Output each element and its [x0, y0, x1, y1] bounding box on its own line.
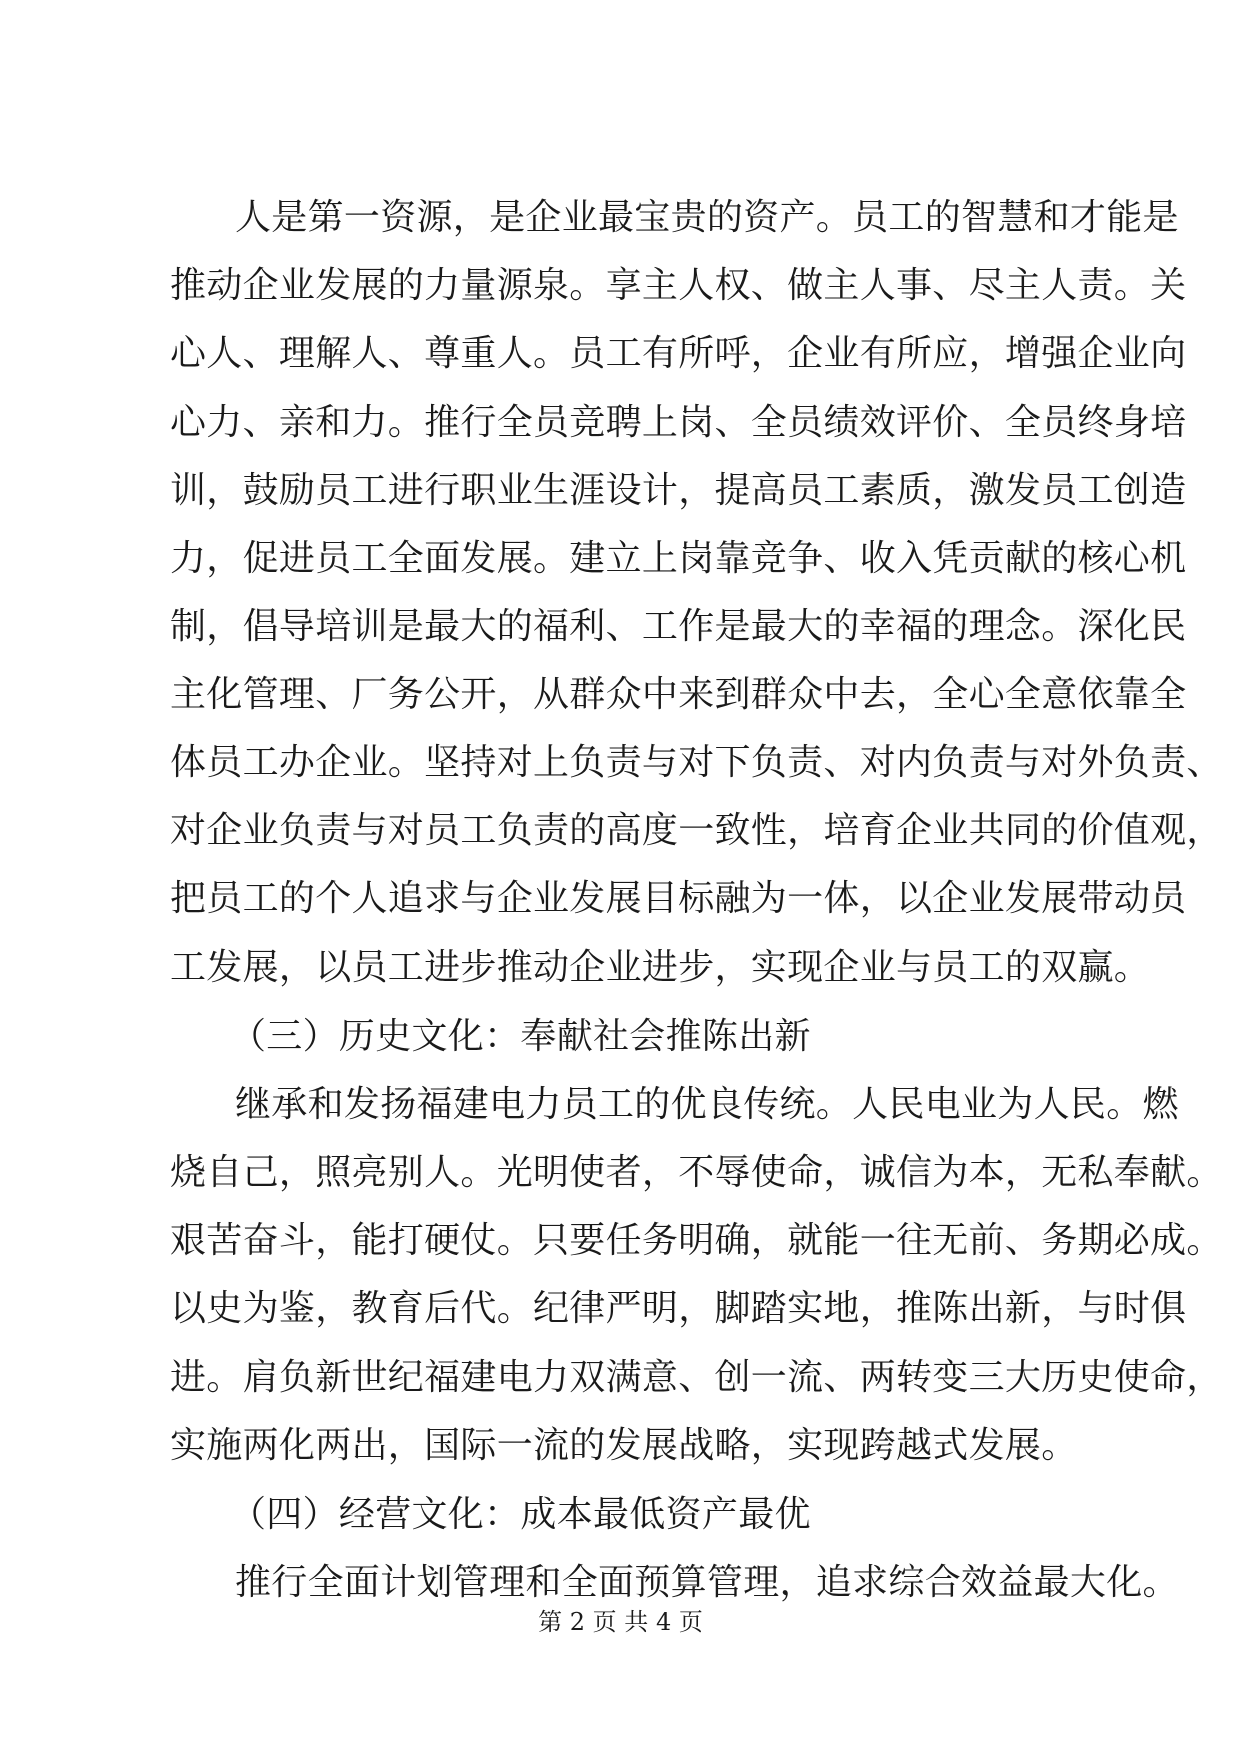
body-line: 艰苦奋斗，能打硬仗。只要任务明确，就能一往无前、务期必成。 — [170, 1220, 1223, 1261]
body-line: 制，倡导培训是最大的福利、工作是最大的幸福的理念。深化民 — [170, 606, 1187, 647]
section-heading: （四）经营文化：成本最低资产最优 — [230, 1494, 811, 1535]
body-line: 进。肩负新世纪福建电力双满意、创一流、两转变三大历史使命， — [170, 1357, 1223, 1398]
page-number-footer: 第 2 页 共 4 页 — [538, 1608, 703, 1636]
body-line: 力，促进员工全面发展。建立上岗靠竞争、收入凭贡献的核心机 — [170, 538, 1187, 579]
body-line: 工发展，以员工进步推动企业进步，实现企业与员工的双赢。 — [170, 947, 1151, 988]
body-line: 以史为鉴，教育后代。纪律严明，脚踏实地，推陈出新，与时俱 — [170, 1288, 1187, 1329]
body-line: 体员工办企业。坚持对上负责与对下负责、对内负责与对外负责、 — [170, 742, 1223, 783]
body-line: 人是第一资源，是企业最宝贵的资产。员工的智慧和才能是 — [235, 197, 1179, 238]
section-heading: （三）历史文化：奉献社会推陈出新 — [230, 1016, 811, 1057]
body-line: 对企业负责与对员工负责的高度一致性，培育企业共同的价值观， — [170, 810, 1223, 851]
body-line: 训，鼓励员工进行职业生涯设计，提高员工素质，激发员工创造 — [170, 470, 1187, 511]
body-line: 烧自己，照亮别人。光明使者，不辱使命，诚信为本，无私奉献。 — [170, 1152, 1223, 1193]
body-line: 主化管理、厂务公开，从群众中来到群众中去，全心全意依靠全 — [170, 674, 1187, 715]
body-line: 心人、理解人、尊重人。员工有所呼，企业有所应，增强企业向 — [170, 333, 1187, 374]
body-line: 把员工的个人追求与企业发展目标融为一体，以企业发展带动员 — [170, 878, 1187, 919]
body-line: 心力、亲和力。推行全员竞聘上岗、全员绩效评价、全员终身培 — [170, 402, 1187, 443]
body-line: 继承和发扬福建电力员工的优良传统。人民电业为人民。燃 — [235, 1084, 1179, 1125]
body-line: 推行全面计划管理和全面预算管理，追求综合效益最大化。 — [235, 1562, 1179, 1603]
body-line: 推动企业发展的力量源泉。享主人权、做主人事、尽主人责。关 — [170, 265, 1187, 306]
body-line: 实施两化两出，国际一流的发展战略，实现跨越式发展。 — [170, 1425, 1078, 1466]
